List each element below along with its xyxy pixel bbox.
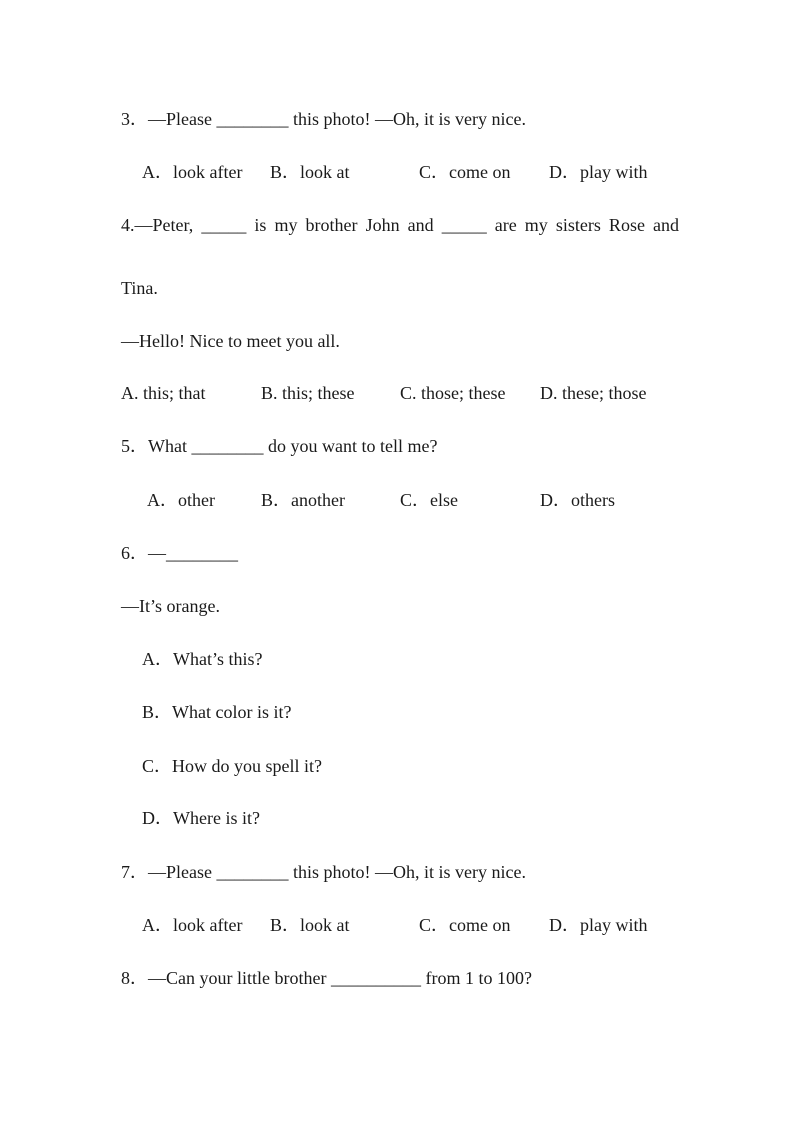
question-4-option-d: D. these; those (540, 383, 647, 403)
question-7-option-d: D．play with (549, 915, 648, 935)
question-3-option-b: B．look at (270, 162, 350, 182)
question-7-option-b: B．look at (270, 915, 350, 935)
question-5-stem: 5．What ________ do you want to tell me? (121, 436, 438, 456)
question-6-stem: 6．—________ (121, 543, 238, 563)
question-6-reply: —It’s orange. (121, 596, 220, 616)
question-4-option-c: C. those; these (400, 383, 506, 403)
question-4-option-b: B. this; these (261, 383, 355, 403)
question-3-stem: 3．—Please ________ this photo! —Oh, it is very nice. (121, 109, 526, 129)
question-7-option-c: C．come on (419, 915, 511, 935)
question-4-option-a: A. this; that (121, 383, 206, 403)
question-7-option-a: A．look after (142, 915, 243, 935)
question-8-stem: 8．—Can your little brother __________ from 1 to 100? (121, 968, 532, 988)
question-6-option-a: A．What’s this? (142, 649, 263, 669)
question-5-option-c: C．else (400, 490, 458, 510)
question-7-stem: 7．—Please ________ this photo! —Oh, it is very nice. (121, 862, 526, 882)
question-3-option-d: D．play with (549, 162, 648, 182)
question-4-stem-line-1: 4.—Peter, _____ is my brother John and _____ are my sisters Rose and (121, 215, 679, 235)
question-6-option-c: C．How do you spell it? (142, 756, 322, 776)
question-4-stem-line-2: Tina. (121, 278, 158, 298)
question-4-reply: —Hello! Nice to meet you all. (121, 331, 340, 351)
question-6-option-b: B．What color is it? (142, 702, 292, 722)
question-5-option-d: D．others (540, 490, 615, 510)
question-3-option-a: A．look after (142, 162, 243, 182)
question-5-option-b: B．another (261, 490, 345, 510)
question-6-option-d: D．Where is it? (142, 808, 260, 828)
question-3-option-c: C．come on (419, 162, 511, 182)
question-5-option-a: A．other (147, 490, 215, 510)
